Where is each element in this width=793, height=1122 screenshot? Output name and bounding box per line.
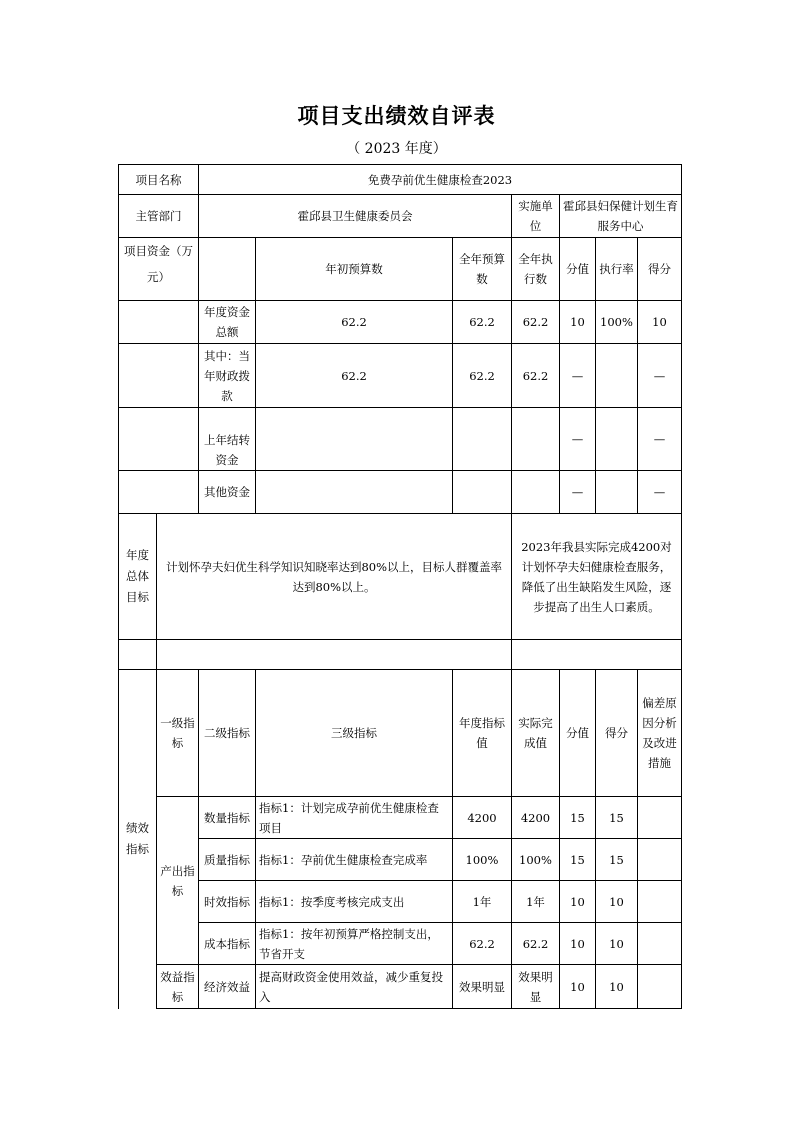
indicator-target: 62.2: [453, 923, 512, 965]
funds-row-label: 年度资金总额: [199, 301, 256, 344]
blank-cell: [119, 640, 157, 670]
funds-row-initial: 62.2: [256, 344, 453, 408]
indicator-header-row: [119, 670, 682, 797]
indicator-row: [119, 797, 682, 839]
funds-row-annual: [453, 408, 512, 471]
project-name-value: 免费孕前优生健康检查2023: [199, 165, 682, 195]
indicator-weight: 15: [560, 797, 596, 839]
indicator-actual: 100%: [512, 839, 560, 881]
funds-row-weight: 10: [560, 301, 596, 344]
funds-row-label: 上年结转资金: [199, 408, 256, 471]
funds-row: [119, 301, 682, 344]
funds-row: [119, 408, 682, 471]
indicator-row: [119, 965, 682, 1009]
indicator-actual: 1年: [512, 881, 560, 923]
indicator-actual: 4200: [512, 797, 560, 839]
output-indicator-label: 产出指标: [157, 797, 199, 965]
indicator-row: [119, 881, 682, 923]
goals-planned: 计划怀孕夫妇优生科学知识知晓率达到80%以上，目标人群覆盖率达到80%以上。: [157, 514, 512, 640]
indicator-note: [638, 797, 682, 839]
indicator-level2: 经济效益: [199, 965, 256, 1009]
funds-row-weight: —: [560, 408, 596, 471]
indicator-weight: 10: [560, 881, 596, 923]
indicator-header-level3: 三级指标: [256, 670, 453, 797]
funds-header-weight: 分值: [560, 238, 596, 301]
indicator-score: 10: [596, 923, 638, 965]
indicator-level3: 指标1：计划完成孕前优生健康检查项目: [256, 797, 453, 839]
indicator-header-level2: 二级指标: [199, 670, 256, 797]
funds-header-score: 得分: [638, 238, 682, 301]
department-value: 霍邱县卫生健康委员会: [199, 195, 512, 238]
funds-row-score: —: [638, 408, 682, 471]
indicator-header-weight: 分值: [560, 670, 596, 797]
funds-row-score: —: [638, 471, 682, 514]
indicator-note: [638, 965, 682, 1009]
indicator-level2: 时效指标: [199, 881, 256, 923]
indicator-actual: 62.2: [512, 923, 560, 965]
funds-row-rate: 100%: [596, 301, 638, 344]
funds-row-blank: [119, 301, 199, 344]
funds-row-weight: —: [560, 344, 596, 408]
funds-sub-blank: [199, 238, 256, 301]
project-name-row: [119, 165, 682, 195]
funds-row-label: 其他资金: [199, 471, 256, 514]
indicator-level2: 质量指标: [199, 839, 256, 881]
funds-row-initial: [256, 408, 453, 471]
goals-actual: 2023年我县实际完成4200对计划怀孕夫妇健康检查服务，降低了出生缺陷发生风险，逐步提高了出生人口素质。: [512, 514, 682, 640]
funds-row-blank: [119, 408, 199, 471]
indicator-level3: 指标1：按季度考核完成支出: [256, 881, 453, 923]
funds-row-label: 其中：当年财政拨款: [199, 344, 256, 408]
indicator-level3: 指标1：按年初预算严格控制支出，节省开支: [256, 923, 453, 965]
funds-row-executed: 62.2: [512, 301, 560, 344]
department-row: [119, 195, 682, 238]
indicator-score: 15: [596, 839, 638, 881]
funds-row: [119, 344, 682, 408]
funds-label: 项目资金（万元）: [119, 238, 199, 301]
funds-row-annual: 62.2: [453, 301, 512, 344]
indicator-note: [638, 923, 682, 965]
indicator-weight: 10: [560, 965, 596, 1009]
funds-row-annual: [453, 471, 512, 514]
indicator-score: 10: [596, 881, 638, 923]
performance-table: [118, 164, 682, 1009]
benefit-indicator-label: 效益指标: [157, 965, 199, 1009]
indicator-header-score: 得分: [596, 670, 638, 797]
funds-row-executed: 62.2: [512, 344, 560, 408]
indicator-note: [638, 881, 682, 923]
indicator-row: [119, 839, 682, 881]
blank-cell: [512, 640, 682, 670]
indicator-header-note: 偏差原因分析及改进措施: [638, 670, 682, 797]
indicator-header-target: 年度指标值: [453, 670, 512, 797]
implementer-label: 实施单位: [512, 195, 560, 238]
indicator-row: [119, 923, 682, 965]
indicator-level2: 数量指标: [199, 797, 256, 839]
indicator-level2: 成本指标: [199, 923, 256, 965]
indicator-level3: 指标1：孕前优生健康检查完成率: [256, 839, 453, 881]
indicator-header-level1: 一级指标: [157, 670, 199, 797]
funds-row-initial: [256, 471, 453, 514]
indicator-section-label: 绩效指标: [119, 670, 157, 1009]
funds-row-rate: [596, 408, 638, 471]
implementer-value: 霍邱县妇保健计划生育服务中心: [560, 195, 682, 238]
blank-cell: [157, 640, 512, 670]
indicator-header-actual: 实际完成值: [512, 670, 560, 797]
funds-row-weight: —: [560, 471, 596, 514]
funds-row-initial: 62.2: [256, 301, 453, 344]
indicator-weight: 15: [560, 839, 596, 881]
funds-header-executed: 全年执行数: [512, 238, 560, 301]
indicator-score: 10: [596, 965, 638, 1009]
indicator-level3: 提高财政资金使用效益，减少重复投入: [256, 965, 453, 1009]
indicator-target: 效果明显: [453, 965, 512, 1009]
funds-row: [119, 471, 682, 514]
indicator-actual: 效果明显: [512, 965, 560, 1009]
goals-blank-row: [119, 640, 682, 670]
funds-row-annual: 62.2: [453, 344, 512, 408]
indicator-score: 15: [596, 797, 638, 839]
funds-row-rate: [596, 471, 638, 514]
funds-header-initial: 年初预算数: [256, 238, 453, 301]
funds-header-rate: 执行率: [596, 238, 638, 301]
indicator-target: 4200: [453, 797, 512, 839]
goals-label: 年度总体目标: [119, 514, 157, 640]
project-name-label: 项目名称: [119, 165, 199, 195]
indicator-weight: 10: [560, 923, 596, 965]
funds-row-blank: [119, 344, 199, 408]
funds-row-executed: [512, 471, 560, 514]
funds-header-row: [119, 238, 682, 301]
funds-header-annual: 全年预算数: [453, 238, 512, 301]
goals-row: [119, 514, 682, 640]
department-label: 主管部门: [119, 195, 199, 238]
indicator-target: 1年: [453, 881, 512, 923]
form-title: 项目支出绩效自评表: [297, 104, 496, 128]
indicator-note: [638, 839, 682, 881]
indicator-target: 100%: [453, 839, 512, 881]
funds-row-blank: [119, 471, 199, 514]
funds-row-executed: [512, 408, 560, 471]
funds-row-score: —: [638, 344, 682, 408]
form-year: （ 2023 年度）: [346, 141, 447, 157]
funds-row-rate: [596, 344, 638, 408]
funds-row-score: 10: [638, 301, 682, 344]
